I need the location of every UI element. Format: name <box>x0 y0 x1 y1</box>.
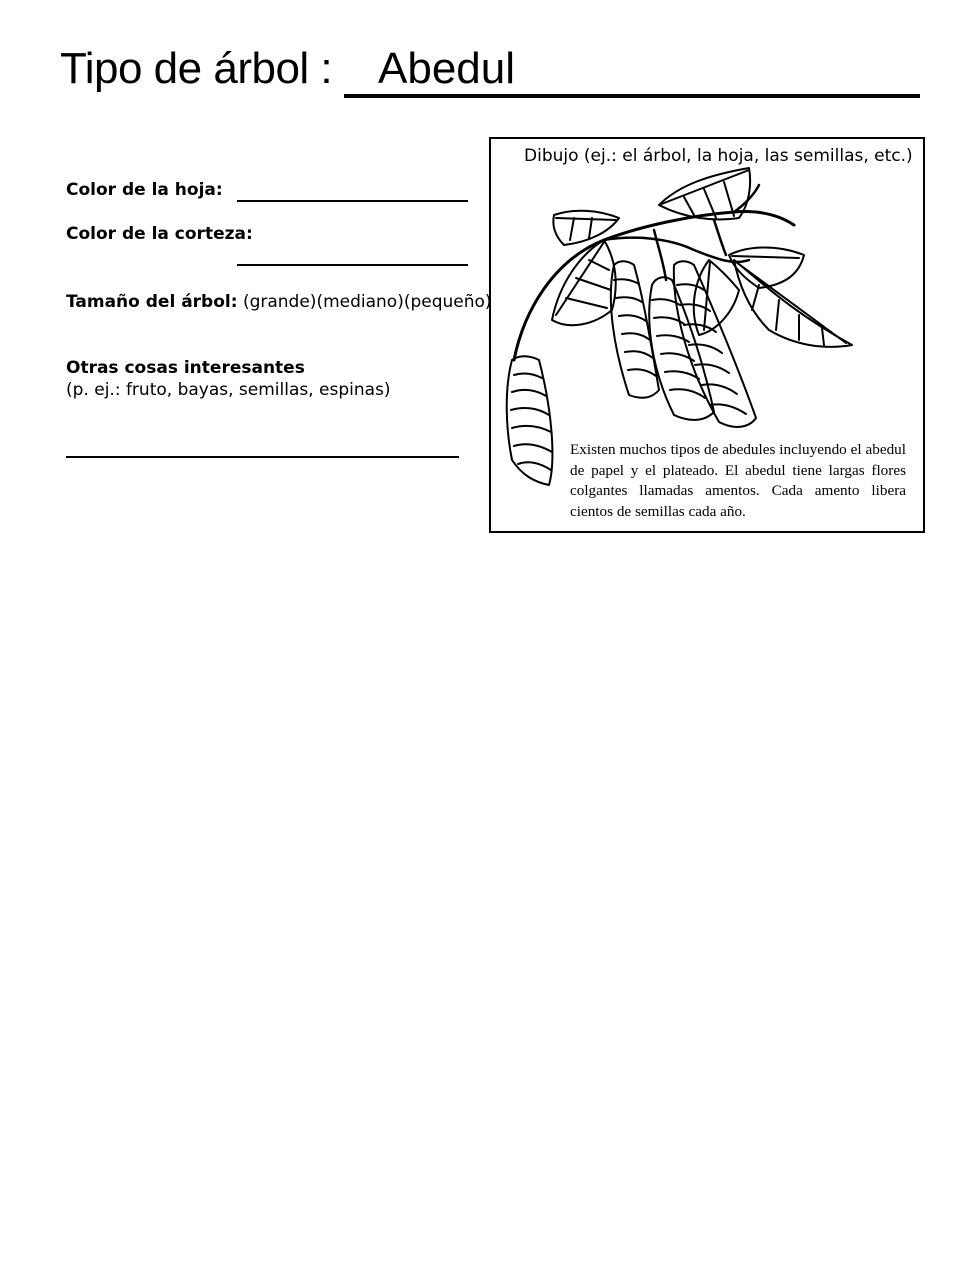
tree-type-value[interactable]: Abedul <box>378 44 516 93</box>
birch-description: Existen muchos tipos de abedules incluyendo el abedul de papel y el plateado. El abedul tiene largas flores colgantes llamadas amentos. Cada amento libera cientos de semillas cada año. <box>570 441 906 520</box>
bark-color-answer-line[interactable] <box>237 264 468 266</box>
drawing-caption: Dibujo (ej.: el árbol, la hoja, las semillas, etc.) <box>524 146 913 166</box>
tree-size-row <box>66 292 492 312</box>
other-things-hint: (p. ej.: fruto, bayas, semillas, espinas) <box>66 380 391 400</box>
tree-type-underline <box>344 94 920 98</box>
bark-color-label: Color de la corteza: <box>66 224 253 244</box>
page-title-label: Tipo de árbol : <box>60 44 333 93</box>
other-things-answer-line[interactable] <box>66 456 459 458</box>
tree-size-label: Tamaño del árbol: <box>66 292 238 312</box>
tree-size-options[interactable]: (grande)(mediano)(pequeño) <box>242 292 492 312</box>
leaf-color-label: Color de la hoja: <box>66 180 223 200</box>
leaf-color-answer-line[interactable] <box>237 200 468 202</box>
other-things-label: Otras cosas interesantes <box>66 358 305 378</box>
